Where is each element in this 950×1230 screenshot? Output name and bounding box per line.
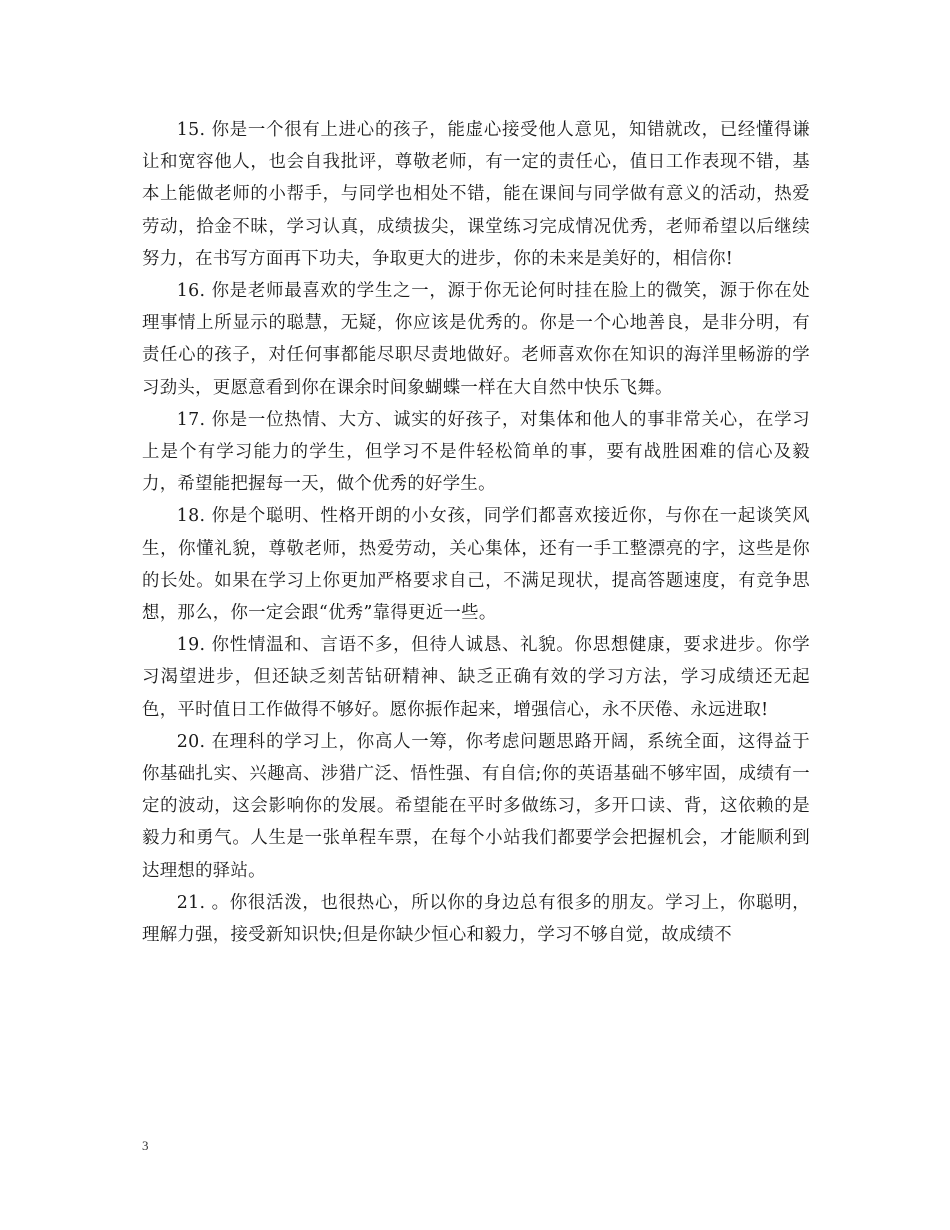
- paragraph-16: 16. 你是老师最喜欢的学生之一，源于你无论何时挂在脸上的微笑，源于你在处理事情上所显示的聪慧，无疑，你应该是优秀的。你是一个心地善良，是非分明，有责任心的孩子，对任何事都能尽职尽责地做好。老师喜欢你在知识的海洋里畅游的学习劲头，更愿意看到你在课余时间象蝴蝶一样在大自然中快乐飞舞。: [142, 281, 810, 398]
- paragraph-21: 21. 。你很活泼，也很热心，所以你的身边总有很多的朋友。学习上，你聪明，理解力强，接受新知识快;但是你缺少恒心和毅力，学习不够自觉，故成绩不: [142, 892, 810, 946]
- paragraph-18: 18. 你是个聪明、性格开朗的小女孩，同学们都喜欢接近你，与你在一起谈笑风生，你懂礼貌，尊敬老师，热爱劳动，关心集体，还有一手工整漂亮的字，这些是你的长处。如果在学习上你更加严格要求自己，不满足现状，提高答题速度，有竞争思想，那么，你一定会跟“优秀”靠得更近一些。: [142, 506, 810, 624]
- paragraph-17: 17. 你是一位热情、大方、诚实的好孩子，对集体和他人的事非常关心，在学习上是个有学习能力的学生，但学习不是件轻松简单的事，要有战胜困难的信心及毅力，希望能把握每一天，做个优秀的好学生。: [142, 409, 810, 495]
- paragraph-15: 15. 你是一个很有上进心的孩子，能虚心接受他人意见，知错就改，已经懂得谦让和宽容他人，也会自我批评，尊敬老师，有一定的责任心，值日工作表现不错，基本上能做老师的小帮手，与同学也相处不错，能在课间与同学做有意义的活动，热爱劳动，拾金不昧，学习认真，成绩拔尖，课堂练习完成情况优秀，老师希望以后继续努力，在书写方面再下功夫，争取更大的进步，你的未来是美好的，相信你!: [142, 120, 810, 269]
- paragraph-20: 20. 在理科的学习上，你高人一筹，你考虑问题思路开阔，系统全面，这得益于你基础扎实、兴趣高、涉猎广泛、悟性强、有自信;你的英语基础不够牢固，成绩有一定的波动，这会影响你的发展。希望能在平时多做练习，多开口读、背，这依赖的是毅力和勇气。人生是一张单程车票，在每个小站我们都要学会把握机会，才能顺利到达理想的驿站。: [142, 731, 810, 881]
- page-body: [142, 114, 810, 951]
- page-number: 3: [142, 1138, 149, 1153]
- paragraph-19: 19. 你性情温和、言语不多，但待人诚恳、礼貌。你思想健康，要求进步。你学习渴望进步，但还缺乏刻苦钻研精神、缺乏正确有效的学习方法，学习成绩还无起色，平时值日工作做得不够好。愿你振作起来，增强信心，永不厌倦、永远进取!: [142, 635, 810, 720]
